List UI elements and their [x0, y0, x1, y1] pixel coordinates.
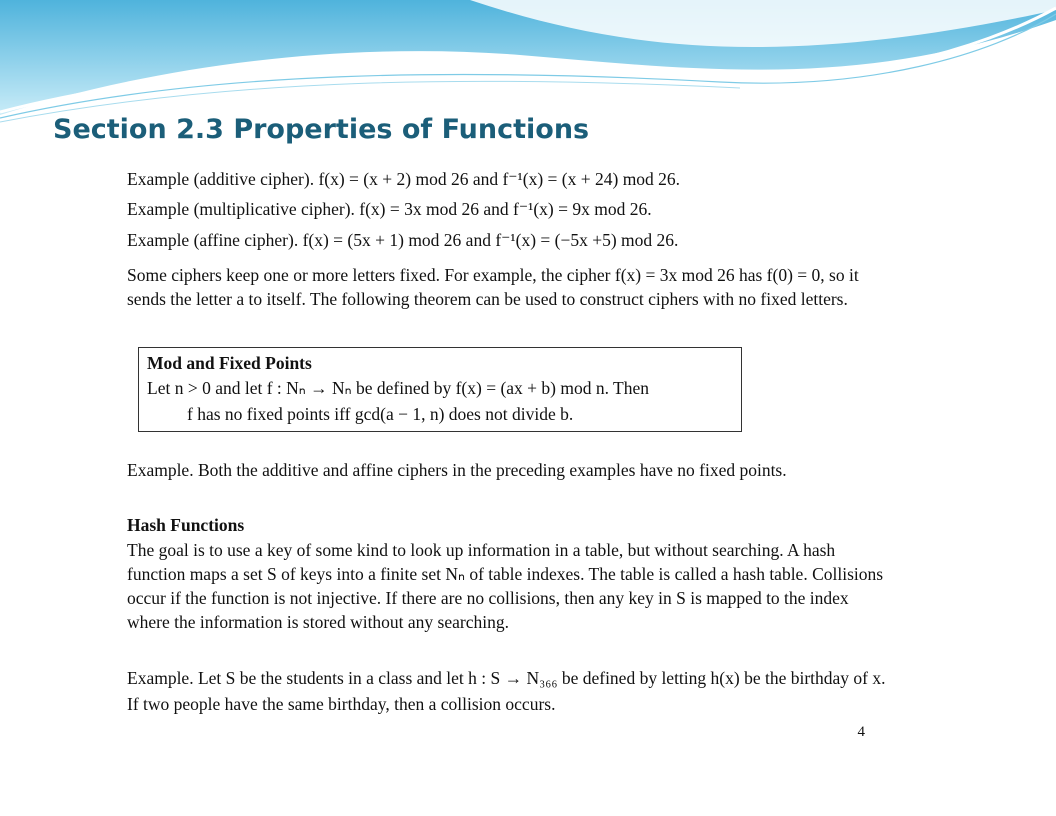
example-affine-cipher: Example (affine cipher). f(x) = (5x + 1) mod 26 and f⁻¹(x) = (−5x +5) mod 26. [127, 230, 679, 250]
theorem-statement-line-1: Let n > 0 and let f : Nₙ → Nₙ be defined by f(x) = (ax + b) mod n. Then [147, 378, 649, 398]
hash-functions-paragraph: The goal is to use a key of some kind to look up information in a table, but without searching. A hash function maps a set S of keys into a finite set Nₙ of table indexes. The table is called a hash table. Collisions occur if the function is not injective. If there are no collisions, then any key in S is mapped to the index where the information is stored without any searching. [127, 540, 884, 632]
fixed-letters-paragraph: Some ciphers keep one or more letters fixed. For example, the cipher f(x) = 3x mod 26 has f(0) = 0, so it sends the letter a to itself. The following theorem can be used to construct ciphers with no fixed letters. [127, 265, 859, 309]
theorem-box [138, 347, 742, 432]
slide-title: Section 2.3 Properties of Functions [53, 114, 590, 145]
theorem-title: Mod and Fixed Points [147, 353, 312, 373]
example-additive-cipher: Example (additive cipher). f(x) = (x + 2) mod 26 and f⁻¹(x) = (x + 24) mod 26. [127, 169, 681, 189]
example-birthday-hash: Example. Let S be the students in a class and let h : S → N₃₆₆ be defined by letting h(x) be the birthday of x. If two people have the same birthday, then a collision occurs. [127, 668, 886, 714]
hash-functions-heading: Hash Functions [127, 515, 245, 535]
scanned-page [113, 160, 899, 740]
decorative-banner [0, 0, 1056, 125]
theorem-statement-line-2: f has no fixed points iff gcd(a − 1, n) does not divide b. [187, 404, 574, 424]
page-number: 4 [857, 724, 865, 740]
example-multiplicative-cipher: Example (multiplicative cipher). f(x) = 3x mod 26 and f⁻¹(x) = 9x mod 26. [127, 199, 652, 219]
example-no-fixed-points: Example. Both the additive and affine ciphers in the preceding examples have no fixed points. [127, 460, 787, 480]
